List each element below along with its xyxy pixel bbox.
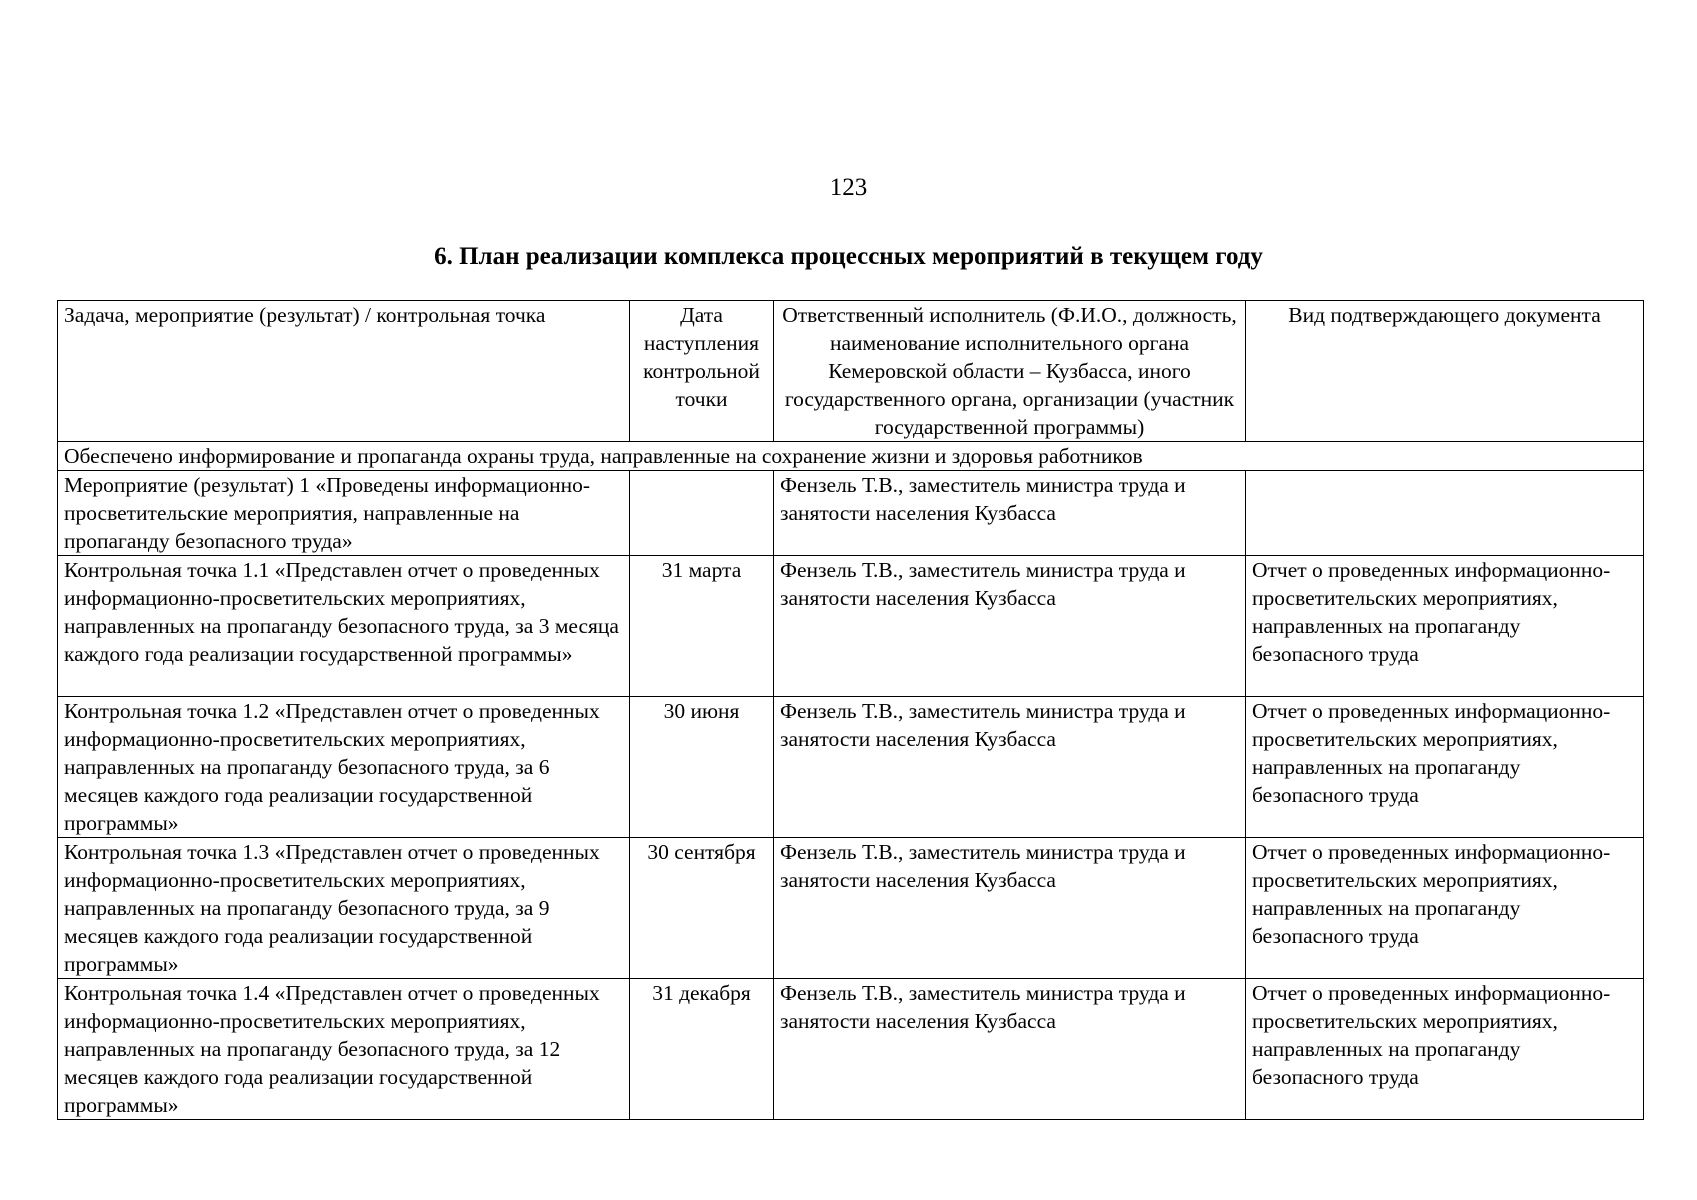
cell-date: 30 июня: [630, 697, 774, 838]
table-header-row: [58, 301, 1644, 442]
cell-task: Мероприятие (результат) 1 «Проведены информационно-просветительские мероприятия, направленные на пропаганду безопасного труда»: [58, 471, 630, 556]
table-row: [58, 471, 1644, 556]
section-row: [58, 442, 1644, 471]
cell-executor: Фензель Т.В., заместитель министра труда и занятости населения Кузбасса: [774, 979, 1246, 1120]
page-number: 123: [829, 174, 868, 201]
cell-executor: Фензель Т.В., заместитель министра труда и занятости населения Кузбасса: [774, 471, 1246, 556]
cell-date: 31 марта: [630, 556, 774, 697]
cell-task: Контрольная точка 1.3 «Представлен отчет о проведенных информационно-просветительских мероприятиях, направленных на пропаганду безопасного труда, за 9 месяцев каждого года реализации государственной программы»: [58, 838, 630, 979]
cell-task: Контрольная точка 1.2 «Представлен отчет о проведенных информационно-просветительских мероприятиях, направленных на пропаганду безопасного труда, за 6 месяцев каждого года реализации государственной программы»: [58, 697, 630, 838]
table-row: [58, 697, 1644, 838]
table-row: [58, 556, 1644, 697]
cell-date: 31 декабря: [630, 979, 774, 1120]
cell-task: Контрольная точка 1.1 «Представлен отчет о проведенных информационно-просветительских мероприятиях, направленных на пропаганду безопасного труда, за 3 месяца каждого года реализации государственной программы»: [58, 556, 630, 697]
cell-executor: Фензель Т.В., заместитель министра труда и занятости населения Кузбасса: [774, 838, 1246, 979]
table-row: [58, 979, 1644, 1120]
header-task: Задача, мероприятие (результат) / контрольная точка: [58, 301, 630, 442]
section-title: Обеспечено информирование и пропаганда охраны труда, направленные на сохранение жизни и здоровья работников: [58, 442, 1644, 471]
cell-executor: Фензель Т.В., заместитель министра труда и занятости населения Кузбасса: [774, 697, 1246, 838]
header-date: Дата наступления контрольной точки: [630, 301, 774, 442]
cell-date: 30 сентября: [630, 838, 774, 979]
cell-document: Отчет о проведенных информационно-просветительских мероприятиях, направленных на пропаганду безопасного труда: [1246, 556, 1644, 697]
cell-date: [630, 471, 774, 556]
cell-executor: Фензель Т.В., заместитель министра труда и занятости населения Кузбасса: [774, 556, 1246, 697]
cell-document: Отчет о проведенных информационно-просветительских мероприятиях, направленных на пропаганду безопасного труда: [1246, 838, 1644, 979]
cell-document: Отчет о проведенных информационно-просветительских мероприятиях, направленных на пропаганду безопасного труда: [1246, 979, 1644, 1120]
header-document: Вид подтверждающего документа: [1246, 301, 1644, 442]
document-title: 6. План реализации комплекса процессных мероприятий в текущем году: [434, 243, 1263, 270]
cell-document: [1246, 471, 1644, 556]
implementation-plan-table: [57, 300, 1644, 1120]
table-row: [58, 838, 1644, 979]
cell-task: Контрольная точка 1.4 «Представлен отчет о проведенных информационно-просветительских мероприятиях, направленных на пропаганду безопасного труда, за 12 месяцев каждого года реализации государственной программы»: [58, 979, 630, 1120]
header-executor: Ответственный исполнитель (Ф.И.О., должность, наименование исполнительного органа Кемеровской области – Кузбасса, иного государственного органа, организации (участник государственной программы): [774, 301, 1246, 442]
cell-document: Отчет о проведенных информационно-просветительских мероприятиях, направленных на пропаганду безопасного труда: [1246, 697, 1644, 838]
